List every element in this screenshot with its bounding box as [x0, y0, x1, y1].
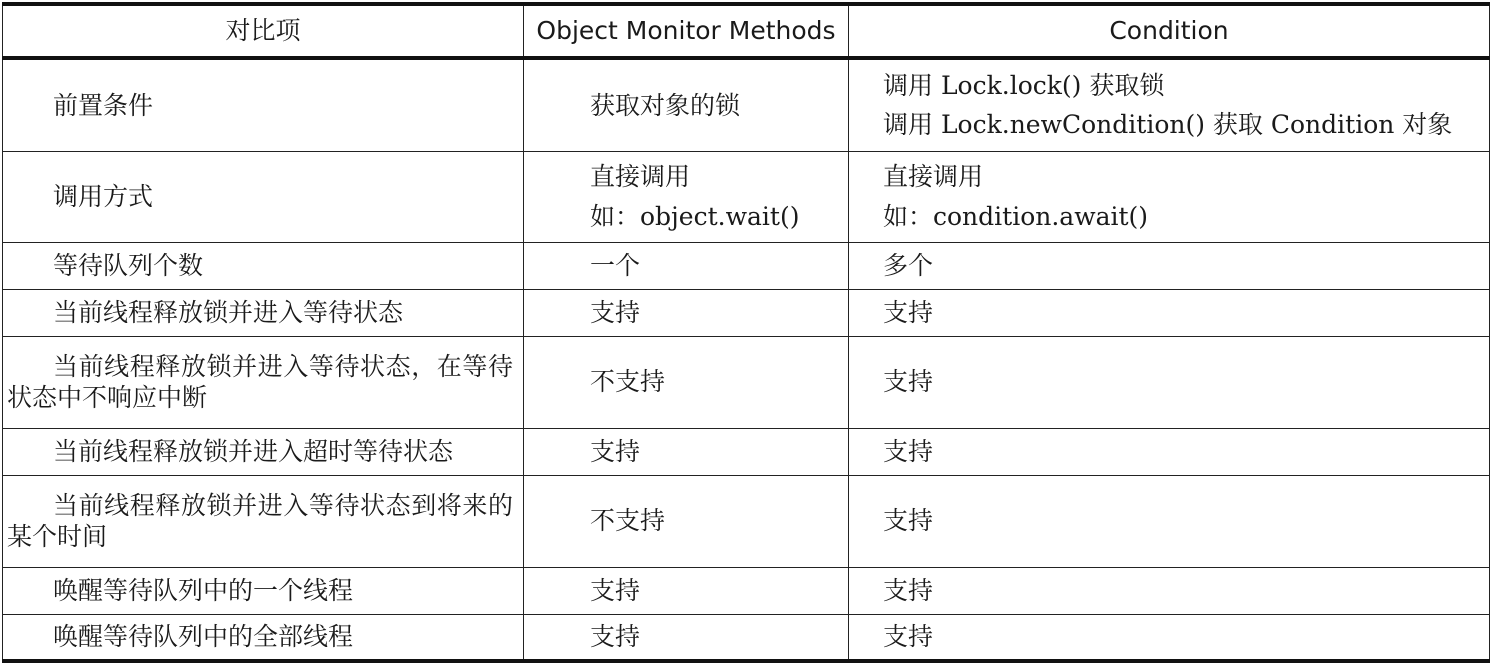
- monitor-line: 支持: [590, 622, 641, 652]
- monitor-cell: [524, 58, 849, 151]
- comparison-table: [2, 2, 1490, 663]
- feature-cell: 当前线程释放锁并进入等待状态到将来的某个时间: [3, 475, 524, 567]
- monitor-line: 支持: [590, 575, 641, 605]
- table-row: [3, 614, 1490, 661]
- monitor-line: 支持: [590, 436, 641, 466]
- header-condition: Condition: [849, 4, 1490, 58]
- feature-cell: 调用方式: [3, 151, 524, 242]
- condition-line: 调用 Lock.lock() 获取锁: [883, 71, 1165, 100]
- feature-cell: 唤醒等待队列中的全部线程: [3, 614, 524, 661]
- monitor-cell: [524, 428, 849, 475]
- header-row: [3, 4, 1490, 58]
- table-row: [3, 289, 1490, 336]
- table-row: [3, 151, 1490, 242]
- monitor-line: 如：object.wait(): [590, 201, 800, 231]
- condition-line: 直接调用: [883, 162, 984, 192]
- condition-line: 支持: [883, 367, 934, 397]
- condition-cell: [849, 151, 1490, 242]
- condition-line: 多个: [883, 250, 934, 280]
- table-row: [3, 475, 1490, 567]
- table-row: [3, 428, 1490, 475]
- monitor-line: 不支持: [590, 367, 666, 397]
- feature-cell: 当前线程释放锁并进入超时等待状态: [3, 428, 524, 475]
- monitor-cell: [524, 242, 849, 289]
- feature-cell: 前置条件: [3, 58, 524, 151]
- header-object-monitor-methods: Object Monitor Methods: [524, 4, 849, 58]
- condition-line: 如：condition.await(): [883, 201, 1149, 231]
- condition-cell: [849, 428, 1490, 475]
- table-header: [3, 4, 1490, 58]
- monitor-cell: [524, 614, 849, 661]
- document-page: [2, 2, 1489, 670]
- feature-cell: 当前线程释放锁并进入等待状态: [3, 289, 524, 336]
- monitor-cell: [524, 289, 849, 336]
- table-row: [3, 242, 1490, 289]
- condition-line: 支持: [883, 575, 934, 605]
- condition-cell: [849, 567, 1490, 614]
- condition-cell: [849, 475, 1490, 567]
- condition-cell: [849, 614, 1490, 661]
- condition-line: 支持: [883, 506, 934, 536]
- condition-cell: [849, 58, 1490, 151]
- monitor-cell: [524, 336, 849, 428]
- table-body: [3, 58, 1490, 661]
- monitor-line: 不支持: [590, 506, 666, 536]
- monitor-cell: [524, 151, 849, 242]
- monitor-cell: [524, 567, 849, 614]
- feature-cell: 唤醒等待队列中的一个线程: [3, 567, 524, 614]
- feature-cell: 等待队列个数: [3, 242, 524, 289]
- monitor-line: 支持: [590, 297, 641, 327]
- condition-cell: [849, 336, 1490, 428]
- condition-line: 调用 Lock.newCondition() 获取 Condition 对象: [883, 110, 1453, 140]
- monitor-line: 一个: [590, 250, 641, 280]
- monitor-line: 获取对象的锁: [590, 90, 741, 120]
- monitor-line: 直接调用: [590, 162, 691, 192]
- monitor-cell: [524, 475, 849, 567]
- header-feature: 对比项: [3, 4, 524, 58]
- table-row: [3, 58, 1490, 151]
- table-row: [3, 567, 1490, 614]
- feature-cell: 当前线程释放锁并进入等待状态，在等待状态中不响应中断: [3, 336, 524, 428]
- condition-cell: [849, 289, 1490, 336]
- condition-cell: [849, 242, 1490, 289]
- condition-line: 支持: [883, 297, 934, 327]
- condition-line: 支持: [883, 436, 934, 466]
- condition-line: 支持: [883, 622, 934, 652]
- table-row: [3, 336, 1490, 428]
